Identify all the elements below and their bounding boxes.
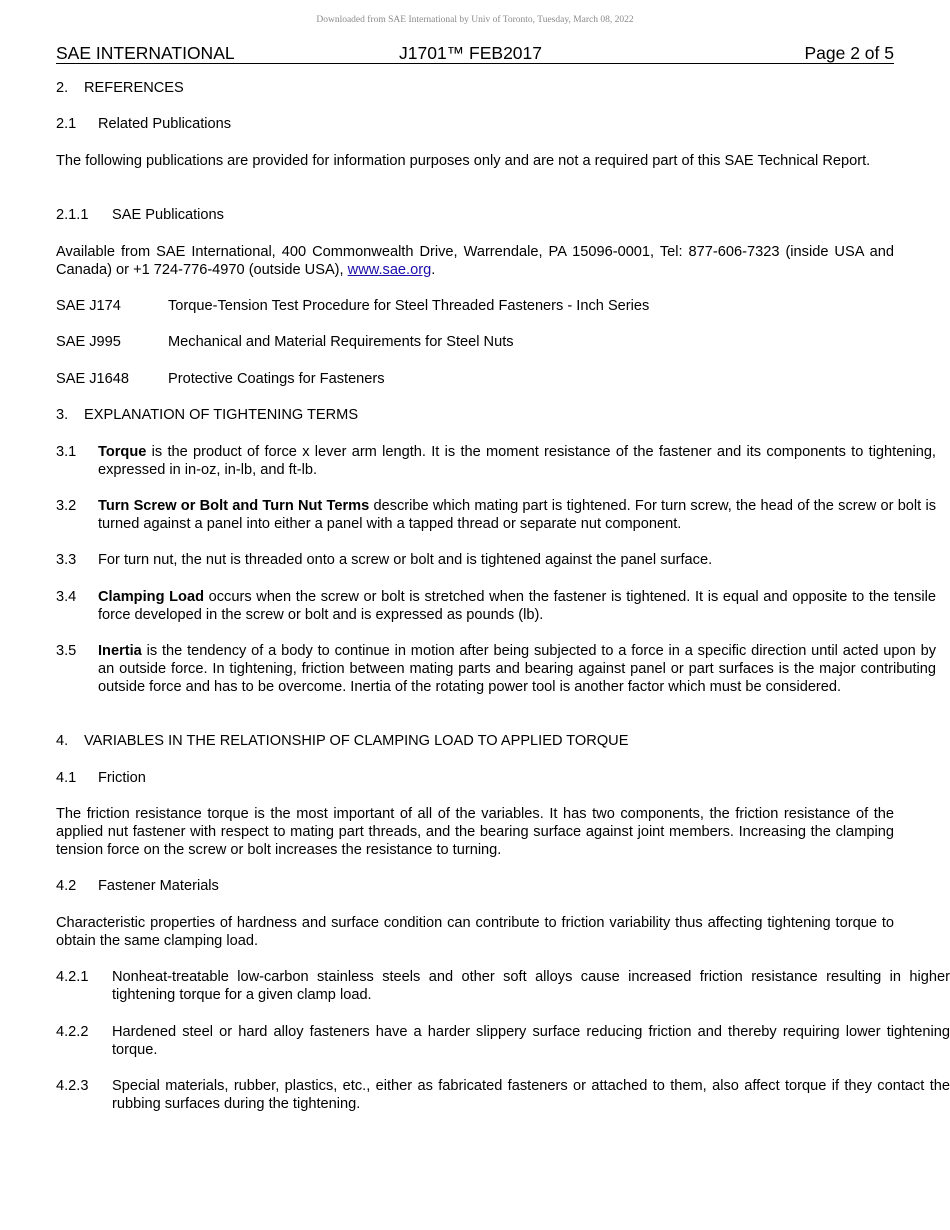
definition-term: Turn Screw or Bolt and Turn Nut Terms (98, 498, 370, 514)
availability-text: Available from SAE International, 400 Commonwealth Drive, Warrendale, PA 15096-0001, Tel: 877-606-7323 (inside USA and Canada) or +1 724-776-4970 (outside USA), (56, 244, 894, 278)
item-text: Nonheat-treatable low-carbon stainless steels and other soft alloys cause increased friction resistance resulting in higher tightening torque for a given clamp load. (112, 969, 950, 1003)
definition-term: Torque (98, 444, 147, 460)
item-number: 3.2 (56, 498, 77, 514)
section-4-1-paragraph: The friction resistance torque is the most important of all of the variables. It has two components, the friction resistance of the applied nut fastener with respect to mating part threads, and the bearing surface against joint members. Increasing the clamping tension force on the screw or bolt increases the resistance to turning. (56, 806, 894, 858)
section-4-heading (56, 732, 922, 750)
item-number: 4.2.3 (56, 1078, 89, 1094)
item-4-2-3 (56, 1077, 950, 1113)
definition-3-3 (56, 551, 936, 569)
reference-code: SAE J174 (56, 298, 121, 314)
section-2-1-paragraph: The following publications are provided for information purposes only and are not a required part of this SAE Technical Report. (56, 153, 871, 169)
section-number: 4.1 (56, 770, 77, 786)
section-title: EXPLANATION OF TIGHTENING TERMS (84, 407, 359, 423)
item-number: 3.1 (56, 444, 77, 460)
download-watermark: Downloaded from SAE International by Univ of Toronto, Tuesday, March 08, 2022 (316, 15, 634, 25)
definition-term: Inertia (98, 643, 142, 659)
page-header (56, 43, 894, 64)
section-2-1-heading (56, 115, 936, 133)
reference-item (56, 370, 950, 388)
section-number: 4.2 (56, 878, 77, 894)
section-title: Related Publications (98, 116, 232, 132)
definition-3-1 (56, 443, 936, 479)
definition-3-2 (56, 497, 936, 533)
period: . (431, 262, 436, 278)
section-title: VARIABLES IN THE RELATIONSHIP OF CLAMPING LOAD TO APPLIED TORQUE (84, 733, 629, 749)
section-2-1-1-paragraph (56, 243, 894, 279)
item-number: 3.4 (56, 589, 77, 605)
header-page-number: Page 2 of 5 (804, 43, 894, 63)
section-number: 3. (56, 407, 69, 423)
item-number: 4.2.1 (56, 969, 89, 985)
reference-title: Mechanical and Material Requirements for Steel Nuts (168, 334, 514, 350)
definition-3-5 (56, 642, 936, 696)
section-4-2-paragraph: Characteristic properties of hardness and surface condition can contribute to friction variability thus affecting tightening torque to obtain the same clamping load. (56, 915, 894, 949)
definition-text: is the product of force x lever arm length. It is the moment resistance of the fastener and its components to tightening, expressed in in-oz, in-lb, and ft-lb. (98, 444, 936, 478)
section-4-1-heading (56, 769, 936, 787)
section-number: 2. (56, 80, 69, 96)
section-3-heading (56, 406, 922, 424)
reference-code: SAE J995 (56, 334, 121, 350)
section-number: 2.1.1 (56, 207, 89, 223)
sae-website-link[interactable]: www.sae.org (347, 262, 432, 278)
definition-text: For turn nut, the nut is threaded onto a screw or bolt and is tightened against the panel surface. (98, 552, 713, 568)
definition-3-4 (56, 588, 936, 624)
section-number: 2.1 (56, 116, 77, 132)
definition-text: is the tendency of a body to continue in motion after being subjected to a force in a specific direction until acted upon by an outside force. In tightening, friction between mating parts and bearing against panel or part surfaces is the major contributing outside force and has to be overcome. Inertia of the rotating power tool is another factor which must be considered. (98, 643, 936, 695)
item-number: 4.2.2 (56, 1024, 89, 1040)
section-title: SAE Publications (112, 207, 224, 223)
item-number: 3.3 (56, 552, 77, 568)
definition-term: Clamping Load (98, 589, 204, 605)
reference-code: SAE J1648 (56, 371, 130, 387)
item-4-2-1 (56, 968, 950, 1004)
section-4-2-heading (56, 877, 936, 895)
header-doc-id: J1701™ FEB2017 (399, 43, 543, 63)
section-2-heading (56, 79, 922, 97)
item-4-2-2 (56, 1023, 950, 1059)
item-text: Special materials, rubber, plastics, etc., either as fabricated fasteners or attached to them, also affect torque if they contact the rubbing surfaces during the tightening. (112, 1078, 950, 1112)
reference-title: Protective Coatings for Fasteners (168, 371, 385, 387)
item-number: 3.5 (56, 643, 77, 659)
section-number: 4. (56, 733, 69, 749)
section-title: Fastener Materials (98, 878, 219, 894)
reference-title: Torque-Tension Test Procedure for Steel Threaded Fasteners - Inch Series (168, 298, 650, 314)
header-org: SAE INTERNATIONAL (56, 43, 235, 63)
section-2-1-1-heading (56, 206, 950, 224)
definition-text: occurs when the screw or bolt is stretched when the fastener is tightened. It is equal and opposite to the tensile force developed in the screw or bolt and is expressed as pounds (lb). (98, 589, 937, 623)
item-text: Hardened steel or hard alloy fasteners have a harder slippery surface reducing friction and thereby requiring lower tightening torque. (112, 1024, 950, 1058)
section-title: Friction (98, 770, 146, 786)
section-title: REFERENCES (84, 80, 184, 96)
reference-item (56, 297, 950, 315)
definition-text: describe which mating part is tightened. For turn screw, the head of the screw or bolt is turned against a panel into either a panel with a tapped thread or separate nut component. (98, 498, 936, 532)
reference-item (56, 333, 950, 351)
